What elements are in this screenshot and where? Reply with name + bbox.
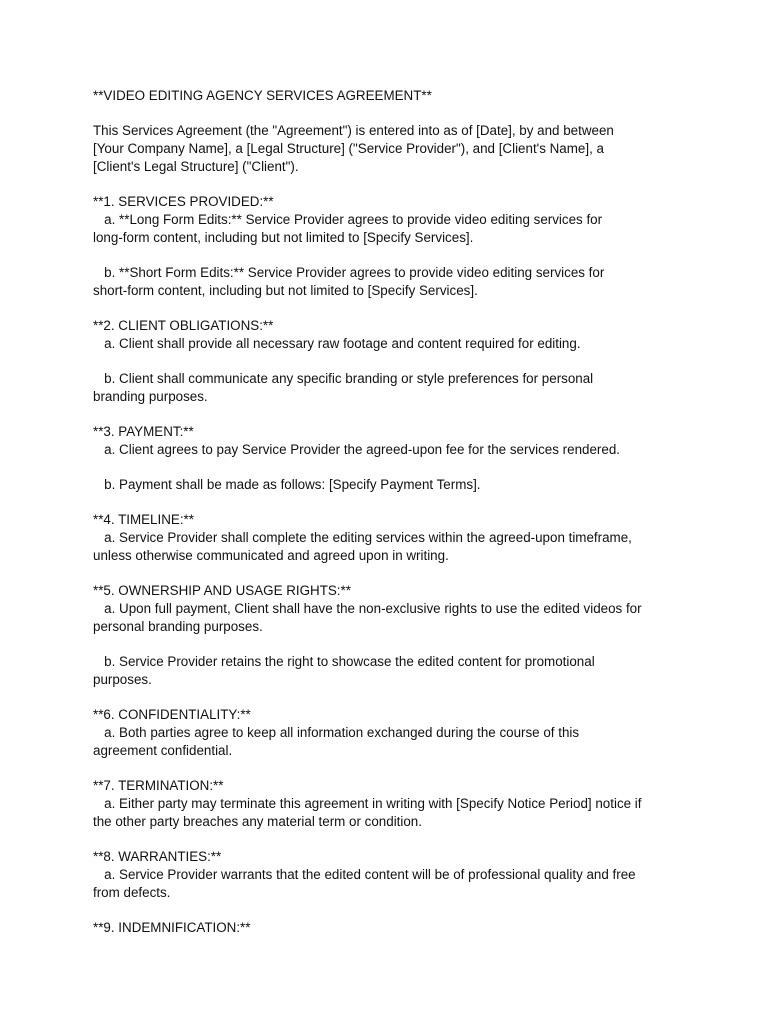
clause-line: b. **Short Form Edits:** Service Provider agrees to provide video editing services for	[93, 265, 605, 280]
clause-line: the other party breaches any material term or condition.	[93, 814, 422, 829]
section-heading-warranties: **8. WARRANTIES:**	[93, 849, 222, 864]
clause-line: agreement confidential.	[93, 743, 233, 758]
intro-line: [Your Company Name], a [Legal Structure] ("Service Provider"), and [Client's Name], a	[93, 141, 604, 156]
clause-line: a. Client agrees to pay Service Provider the agreed-upon fee for the services rendered.	[93, 442, 620, 457]
section-heading-client-obligations: **2. CLIENT OBLIGATIONS:**	[93, 318, 274, 333]
clause-line: b. Service Provider retains the right to showcase the edited content for promotional	[93, 654, 595, 669]
clause-line: unless otherwise communicated and agreed upon in writing.	[93, 548, 449, 563]
clause-line: short-form content, including but not limited to [Specify Services].	[93, 283, 478, 298]
document-title: **VIDEO EDITING AGENCY SERVICES AGREEMENT**	[93, 88, 432, 103]
section-heading-confidentiality: **6. CONFIDENTIALITY:**	[93, 707, 251, 722]
section-heading-termination: **7. TERMINATION:**	[93, 778, 224, 793]
clause-line: a. Client shall provide all necessary raw footage and content required for editing.	[93, 336, 581, 351]
intro-line: This Services Agreement (the "Agreement") is entered into as of [Date], by and between	[93, 123, 614, 138]
clause-line: a. Both parties agree to keep all information exchanged during the course of this	[93, 725, 580, 740]
section-heading-timeline: **4. TIMELINE:**	[93, 512, 194, 527]
section-heading-services: **1. SERVICES PROVIDED:**	[93, 194, 274, 209]
section-heading-ownership: **5. OWNERSHIP AND USAGE RIGHTS:**	[93, 583, 351, 598]
section-heading-indemnification: **9. INDEMNIFICATION:**	[93, 920, 251, 935]
clause-line: branding purposes.	[93, 389, 208, 404]
clause-line: a. Upon full payment, Client shall have the non-exclusive rights to use the edited videos for	[93, 601, 642, 616]
clause-line: personal branding purposes.	[93, 619, 263, 634]
clause-line: from defects.	[93, 885, 171, 900]
clause-line: b. Payment shall be made as follows: [Specify Payment Terms].	[93, 477, 481, 492]
clause-line: purposes.	[93, 672, 152, 687]
clause-line: a. Service Provider shall complete the editing services within the agreed-upon timeframe,	[93, 530, 632, 545]
clause-line: a. Service Provider warrants that the edited content will be of professional quality and free	[93, 867, 636, 882]
clause-line: b. Client shall communicate any specific branding or style preferences for personal	[93, 371, 594, 386]
clause-line: a. Either party may terminate this agreement in writing with [Specify Notice Period] notice if	[93, 796, 642, 811]
intro-line: [Client's Legal Structure] ("Client").	[93, 159, 299, 174]
clause-line: long-form content, including but not limited to [Specify Services].	[93, 230, 474, 245]
clause-line: a. **Long Form Edits:** Service Provider agrees to provide video editing services for	[93, 212, 603, 227]
section-heading-payment: **3. PAYMENT:**	[93, 424, 194, 439]
